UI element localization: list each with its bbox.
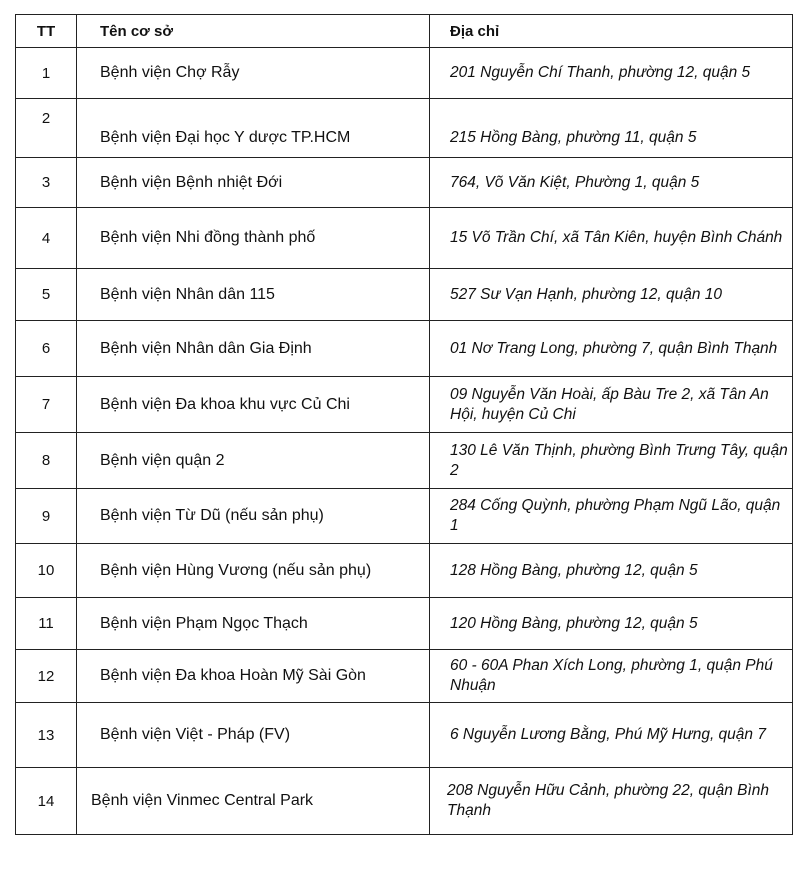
hospital-address: 764, Võ Văn Kiệt, Phường 1, quận 5 xyxy=(430,158,793,208)
hospital-name: Bệnh viện Nhi đồng thành phố xyxy=(77,208,430,269)
table-row xyxy=(16,377,793,433)
hospital-address: 128 Hồng Bàng, phường 12, quận 5 xyxy=(430,544,793,598)
hospital-address: 130 Lê Văn Thịnh, phường Bình Trưng Tây, quận 2 xyxy=(430,433,793,489)
header-tt: TT xyxy=(16,15,77,48)
row-number: 6 xyxy=(16,321,77,377)
row-number: 12 xyxy=(16,650,77,703)
row-number: 3 xyxy=(16,158,77,208)
row-number: 5 xyxy=(16,269,77,321)
hospital-name: Bệnh viện Việt - Pháp (FV) xyxy=(77,703,430,768)
hospital-name: Bệnh viện Chợ Rẫy xyxy=(77,48,430,99)
row-number: 13 xyxy=(16,703,77,768)
row-number: 11 xyxy=(16,598,77,650)
row-number: 1 xyxy=(16,48,77,99)
table-row xyxy=(16,433,793,489)
hospital-address: 120 Hồng Bàng, phường 12, quận 5 xyxy=(430,598,793,650)
table-row xyxy=(16,269,793,321)
row-number: 8 xyxy=(16,433,77,489)
table-row xyxy=(16,703,793,768)
hospital-address: 215 Hồng Bàng, phường 11, quận 5 xyxy=(430,99,793,158)
row-number: 14 xyxy=(16,768,77,835)
hospital-address: 01 Nơ Trang Long, phường 7, quận Bình Thạnh xyxy=(430,321,793,377)
table-row xyxy=(16,208,793,269)
hospital-address: 201 Nguyễn Chí Thanh, phường 12, quận 5 xyxy=(430,48,793,99)
hospital-name: Bệnh viện Phạm Ngọc Thạch xyxy=(77,598,430,650)
row-number: 9 xyxy=(16,489,77,544)
hospital-name: Bệnh viện Đại học Y dược TP.HCM xyxy=(77,99,430,158)
row-number: 2 xyxy=(16,99,77,158)
table-row xyxy=(16,598,793,650)
hospital-name: Bệnh viện Đa khoa Hoàn Mỹ Sài Gòn xyxy=(77,650,430,703)
table-row xyxy=(16,544,793,598)
header-address: Địa chỉ xyxy=(430,15,793,48)
hospital-address: 6 Nguyễn Lương Bằng, Phú Mỹ Hưng, quận 7 xyxy=(430,703,793,768)
header-name: Tên cơ sở xyxy=(77,15,430,48)
hospital-name: Bệnh viện Từ Dũ (nếu sản phụ) xyxy=(77,489,430,544)
row-number: 10 xyxy=(16,544,77,598)
table-row xyxy=(16,158,793,208)
table-row xyxy=(16,48,793,99)
hospital-address: 09 Nguyễn Văn Hoài, ấp Bàu Tre 2, xã Tân An Hội, huyện Củ Chi xyxy=(430,377,793,433)
hospital-address: 527 Sư Vạn Hạnh, phường 12, quận 10 xyxy=(430,269,793,321)
table-row xyxy=(16,99,793,158)
table-row xyxy=(16,321,793,377)
hospital-name: Bệnh viện Bệnh nhiệt Đới xyxy=(77,158,430,208)
table-header-row xyxy=(16,15,793,48)
hospital-address: 208 Nguyễn Hữu Cảnh, phường 22, quận Bình Thạnh xyxy=(430,768,793,835)
hospital-address: 15 Võ Trần Chí, xã Tân Kiên, huyện Bình Chánh xyxy=(430,208,793,269)
table-row xyxy=(16,650,793,703)
hospital-name: Bệnh viện Nhân dân 115 xyxy=(77,269,430,321)
hospital-address: 284 Cống Quỳnh, phường Phạm Ngũ Lão, quận 1 xyxy=(430,489,793,544)
hospital-name: Bệnh viện quận 2 xyxy=(77,433,430,489)
hospital-name: Bệnh viện Đa khoa khu vực Củ Chi xyxy=(77,377,430,433)
table-row xyxy=(16,768,793,835)
hospital-name: Bệnh viện Vinmec Central Park xyxy=(77,768,430,835)
hospital-address: 60 - 60A Phan Xích Long, phường 1, quận Phú Nhuận xyxy=(430,650,793,703)
hospital-name: Bệnh viện Hùng Vương (nếu sản phụ) xyxy=(77,544,430,598)
row-number: 7 xyxy=(16,377,77,433)
hospital-name: Bệnh viện Nhân dân Gia Định xyxy=(77,321,430,377)
hospital-table xyxy=(15,14,793,835)
row-number: 4 xyxy=(16,208,77,269)
table-row xyxy=(16,489,793,544)
